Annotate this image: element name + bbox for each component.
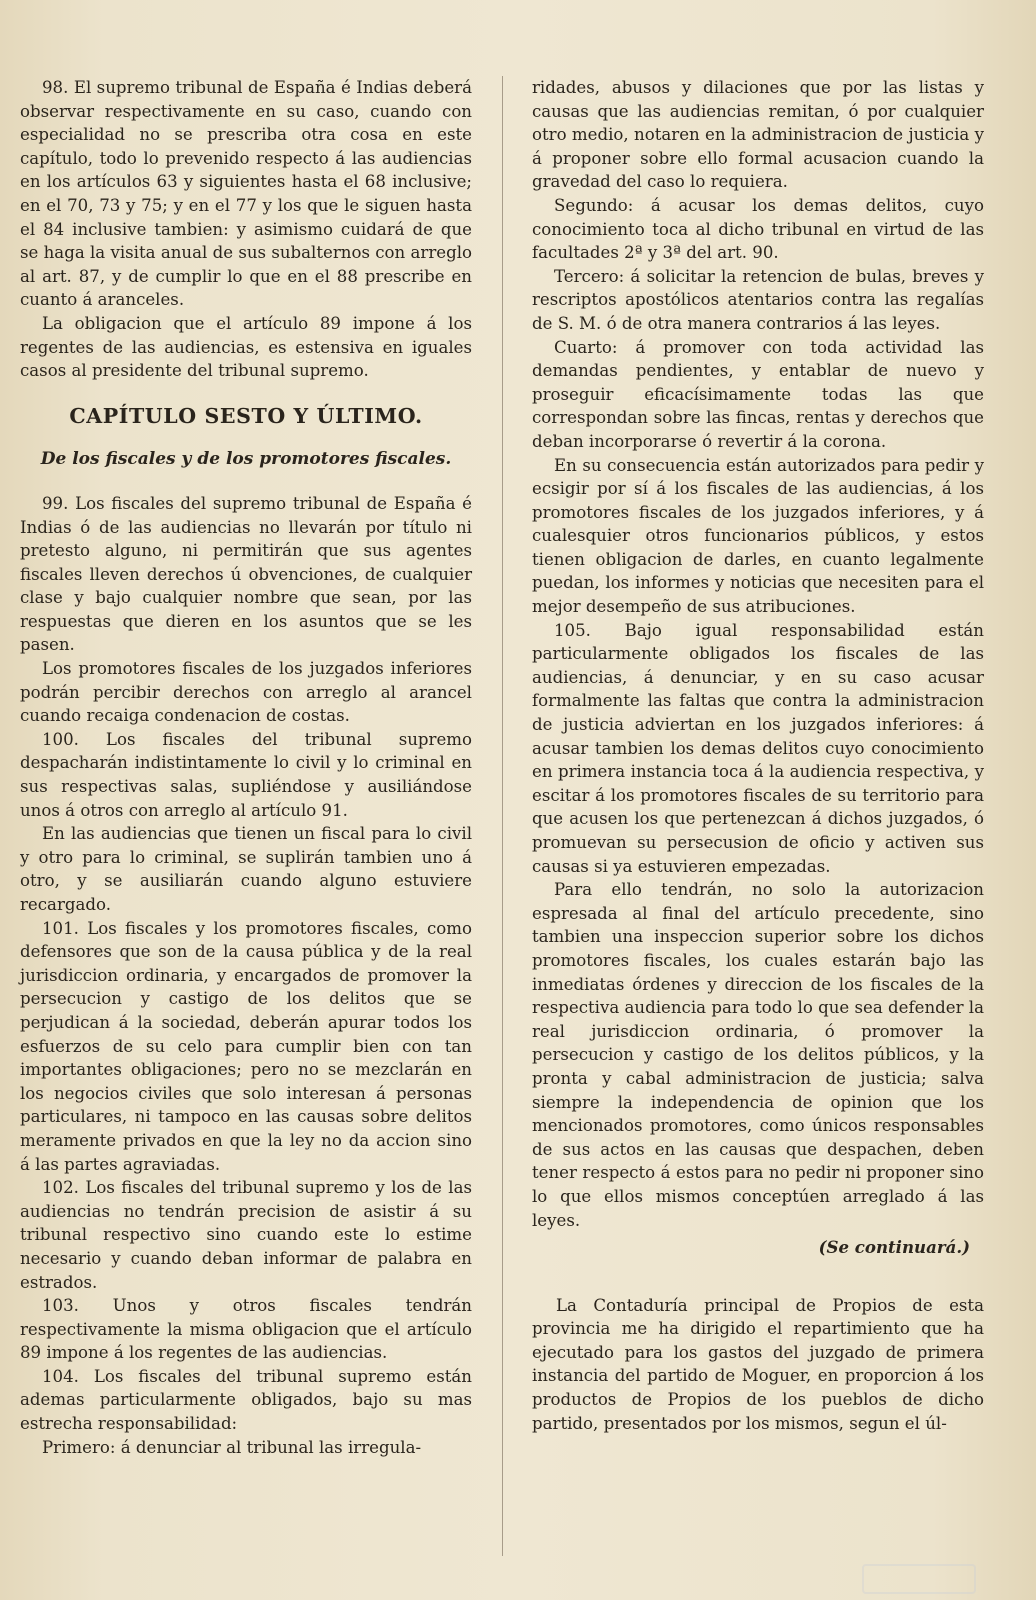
article-100: 100. Los fiscales del tribunal supremo despacharán indistintamente lo civil y lo criminal en sus respectivas salas, supliéndose y ausiliándose unos á otros con arreglo al artículo 91. — [20, 729, 472, 820]
continued-note: (Se continuará.) — [818, 1237, 970, 1258]
article-104-cuarto: Cuarto: á promover con toda actividad las demandas pendientes, y entablar de nuevo y proseguir eficacísimamente todas las que correspondan sobre las fincas, rentas y derechos que deban incorporarse ó revertir á la corona. — [532, 337, 984, 451]
two-column-layout — [20, 76, 984, 1556]
article-99: 99. Los fiscales del supremo tribunal de España é Indias ó de las audiencias no llevarán por título ni pretesto alguno, ni permitirán que sus agentes fiscales lleven derechos ú obvenciones, de cualquier clase y bajo cualquier nombre que sean, por las respuestas que dieren en los asuntos que se les pasen. — [20, 493, 472, 655]
notice-text: La Contaduría principal de Propios de esta provincia me ha dirigido el repartimiento que ha ejecutado para los gastos del juzgado de primera instancia del partido de Moguer, en proporcion á los productos de Propios de los pueblos de dicho partido, presentados por los mismos, segun el úl- — [532, 1295, 984, 1433]
right-column — [532, 76, 984, 1556]
left-column — [20, 76, 472, 1556]
article-98-obligation: La obligacion que el artículo 89 impone á los regentes de las audiencias, es estensiva en iguales casos al presidente del tribunal supremo. — [20, 313, 472, 381]
article-99-promotores: Los promotores fiscales de los juzgados inferiores podrán percibir derechos con arreglo al arancel cuando recaiga condenacion de costas. — [20, 659, 472, 726]
article-104-consecuencia: En su consecuencia están autorizados para pedir y ecsigir por sí á los fiscales de las audiencias, á los promotores fiscales de los juzgados inferiores, y á cualesquier otros funcionarios públicos, y estos tienen obligacion de darles, en cuanto legalmente puedan, los informes y noticias que necesiten para el mejor desempeño de sus atribuciones. — [532, 455, 984, 617]
article-105: 105. Bajo igual responsabilidad están particularmente obligados los fiscales de las audiencias, á denunciar, y en su caso acusar formalmente las faltas que contra la administracion de justicia adviertan en los juzgados inferiores: á acusar tambien los demas delitos cuyo conocimiento en primera instancia toca á la audiencia respectiva, y escitar á los promotores fiscales de su territorio para que acusen los que pertenezcan á dichos juzgados, ó promuevan su persecusion de oficio y activen sus causas si ya estuvieren empezadas. — [532, 620, 984, 876]
article-105-para-ello: Para ello tendrán, no solo la autorizacion espresada al final del artículo precedente, sino tambien una inspeccion superior sobre los dichos promotores fiscales, los cuales estarán bajo las inmediatas órdenes y direccion de los fiscales de la respectiva audiencia para todo lo que sea defender la real jurisdiccion ordinaria, ó promover la persecucion y castigo de los delitos públicos, y la pronta y cabal administracion de justicia; salva siempre la independencia de opinion que los mencionados promotores, como únicos responsables de sus actos en las causas que despachen, deben tener respecto á estos para no pedir ni proponer sino lo que ellos mismos conceptúen arreglado á las leyes. — [532, 880, 984, 1230]
library-watermark-icon — [862, 1564, 976, 1594]
contaduria-notice — [532, 1294, 984, 1436]
article-104-segundo: Segundo: á acusar los demas delitos, cuyo conocimiento toca al dicho tribunal en virtud de las facultades 2ª y 3ª del art. 90. — [532, 195, 984, 263]
article-104-primero: Primero: á denunciar al tribunal las irregula- — [42, 1437, 422, 1457]
article-104-tercero: Tercero: á solicitar la retencion de bulas, breves y rescriptos apostólicos atentarios contra las regalías de S. M. ó de otra manera contrarios á las leyes. — [532, 266, 984, 333]
article-103: 103. Unos y otros fiscales tendrán respectivamente la misma obligacion que el artículo 89 impone á los regentes de las audiencias. — [20, 1296, 472, 1363]
article-98: 98. El supremo tribunal de España é Indias deberá observar respectivamente en su caso, cuando con especialidad no se prescriba otra cosa en este capítulo, todo lo prevenido respecto á las audiencias en los artículos 63 y siguientes hasta el 68 inclusive; en el 70, 73 y 75; y en el 77 y los que le siguen hasta el 84 inclusive tambien: y asimismo cuidará de que se haga la visita anual de sus subalternos con arreglo al art. 87, y de cumplir lo que en el 88 prescribe en cuanto á aranceles. — [20, 78, 472, 310]
article-100-audiencias: En las audiencias que tienen un fiscal para lo civil y otro para lo criminal, se suplirán tambien uno á otro, y se ausiliarán cuando alguno estuviere recargado. — [20, 824, 472, 914]
article-101: 101. Los fiscales y los promotores fiscales, como defensores que son de la causa pública y de la real jurisdiccion ordinaria, y encargados de promover la persecucion y castigo de los delitos que se perjudican á la sociedad, deberán apurar todos los esfuerzos de su celo para cumplir bien con tan importantes obligaciones; pero no se mezclarán en los negocios civiles que solo interesan á personas particulares, ni tampoco en las causas sobre delitos meramente privados en que la ley no da accion sino á las partes agraviadas. — [20, 918, 472, 1174]
chapter-title: CAPÍTULO SESTO Y ÚLTIMO. — [69, 403, 423, 428]
article-102: 102. Los fiscales del tribunal supremo y los de las audiencias no tendrán precision de asistir á su tribunal respectivo sino cuando este lo estime necesario y cuando deban informar de palabra en estrados. — [20, 1178, 472, 1292]
article-104-primero-continued: ridades, abusos y dilaciones que por las listas y causas que las audiencias remitan, ó por cualquier otro medio, notaren en la administracion de justicia y á proponer sobre ello formal acusacion cuando la gravedad del caso lo requiera. — [532, 78, 984, 192]
article-104: 104. Los fiscales del tribunal supremo están ademas particularmente obligados, bajo su mas estrecha responsabilidad: — [20, 1366, 472, 1434]
column-divider — [502, 76, 503, 1556]
chapter-subtitle: De los fiscales y de los promotores fiscales. — [40, 449, 452, 470]
